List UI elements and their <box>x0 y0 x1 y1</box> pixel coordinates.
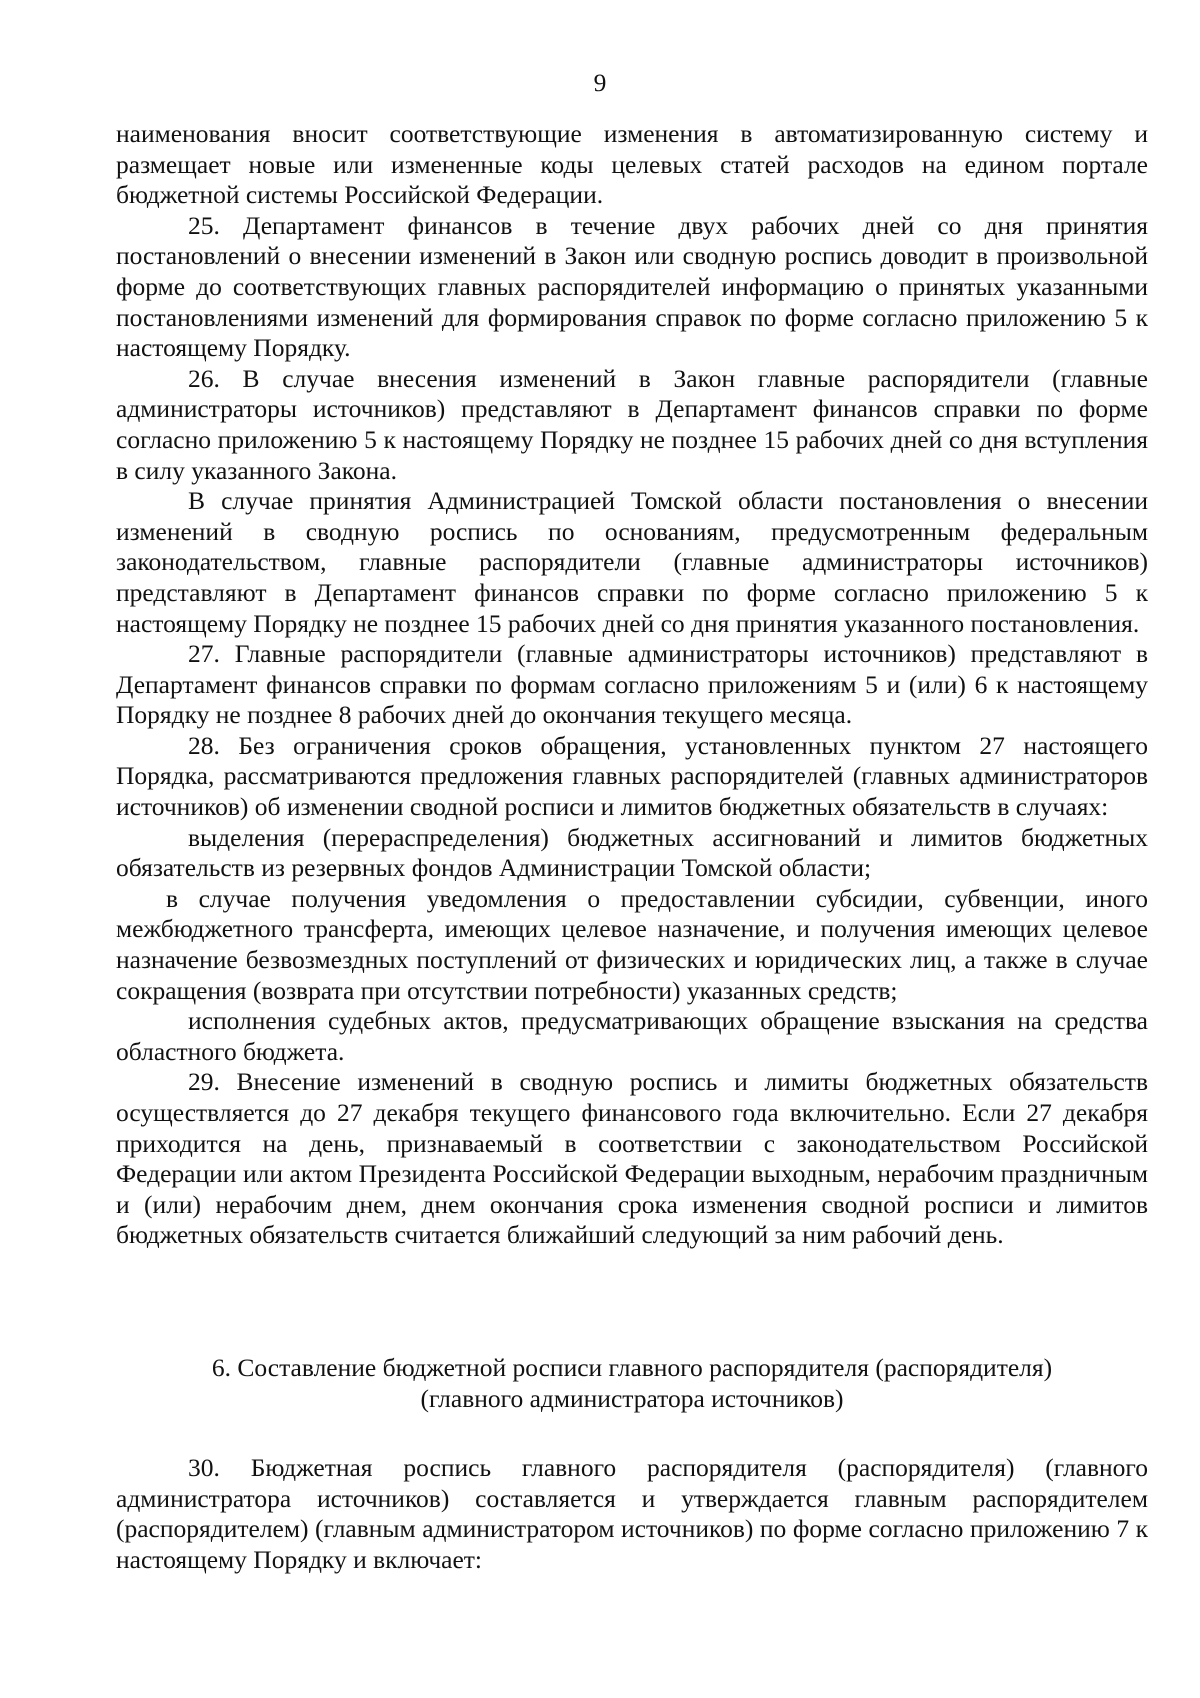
paragraph-item-28-case-3: исполнения судебных актов, предусматривающих обращение взыскания на средства областного бюджета. <box>116 1006 1148 1066</box>
page-number: 9 <box>593 68 607 97</box>
paragraph-item-28-case-1: выделения (перераспределения) бюджетных ассигнований и лимитов бюджетных обязательств из резервных фондов Администрации Томской области; <box>116 822 1148 883</box>
paragraph-item-29: 29. Внесение изменений в сводную роспись и лимиты бюджетных обязательств осуществляется до 27 декабря текущего финансового года включительно. Если 27 декабря приходится на день, признаваемый в соответствии с законодательством Российской Федерации или актом Президента Российской Федерации выходным, нерабочим праздничным и (или) нерабочим днем, днем окончания срока изменения сводной росписи и лимитов бюджетных обязательств считается ближайший следующий за ним рабочий день. <box>116 1067 1148 1250</box>
body-text <box>116 119 1148 1251</box>
paragraph-item-25: 25. Департамент финансов в течение двух рабочих дней со дня принятия постановлений о внесении изменений в Закон или сводную роспись доводит в произвольной форме до соответствующих главных распорядителей информацию о принятых указанными постановлениями изменений для формирования справок по форме согласно приложению 5 к настоящему Порядку. <box>116 210 1148 363</box>
paragraph-item-28-case-2: в случае получения уведомления о предоставлении субсидии, субвенции, иного межбюджетного трансферта, имеющих целевое назначение, и получения имеющих целевое назначение безвозмездных поступлений от физических и юридических лиц, а также в случае сокращения (возврата при отсутствии потребности) указанных средств; <box>116 883 1148 1005</box>
paragraph-item-28: 28. Без ограничения сроков обращения, установленных пунктом 27 настоящего Порядка, рассматриваются предложения главных распорядителей (главных администраторов источников) об изменении сводной росписи и лимитов бюджетных обязательств в случаях: <box>116 730 1148 822</box>
section-heading-line-2: (главного администратора источников) <box>420 1383 844 1413</box>
paragraph-item-26: 26. В случае внесения изменений в Закон главные распорядители (главные администраторы источников) представляют в Департамент финансов справки по форме согласно приложению 5 к настоящему Порядку не позднее 15 рабочих дней со дня вступления в силу указанного Закона. <box>116 363 1148 485</box>
paragraph-item-30: 30. Бюджетная роспись главного распорядителя (распорядителя) (главного администратора источников) составляется и утверждается главным распорядителем (распорядителем) (главным администратором источников) по форме согласно приложению 7 к настоящему Порядку и включает: <box>116 1453 1148 1574</box>
section-body <box>116 1453 1148 1575</box>
paragraph-item-27: 27. Главные распорядители (главные администраторы источников) представляют в Департамент финансов справки по формам согласно приложениям 5 и (или) 6 к настоящему Порядку не позднее 8 рабочих дней до окончания текущего месяца. <box>116 639 1148 730</box>
section-heading-line-1: 6. Составление бюджетной росписи главного распорядителя (распорядителя) <box>211 1353 1053 1382</box>
paragraph-item-26-second: В случае принятия Администрацией Томской области постановления о внесении изменений в сводную роспись по основаниям, предусмотренным федеральным законодательством, главные распорядители (главные администраторы источников) представляют в Департамент финансов справки по форме согласно приложению 5 к настоящему Порядку не позднее 15 рабочих дней со дня принятия указанного постановления. <box>116 486 1148 638</box>
paragraph-continuation: наименования вносит соответствующие изменения в автоматизированную систему и размещает новые или измененные коды целевых статей расходов на едином портале бюджетной системы Российской Федерации. <box>116 119 1148 210</box>
section-heading <box>116 1353 1148 1414</box>
